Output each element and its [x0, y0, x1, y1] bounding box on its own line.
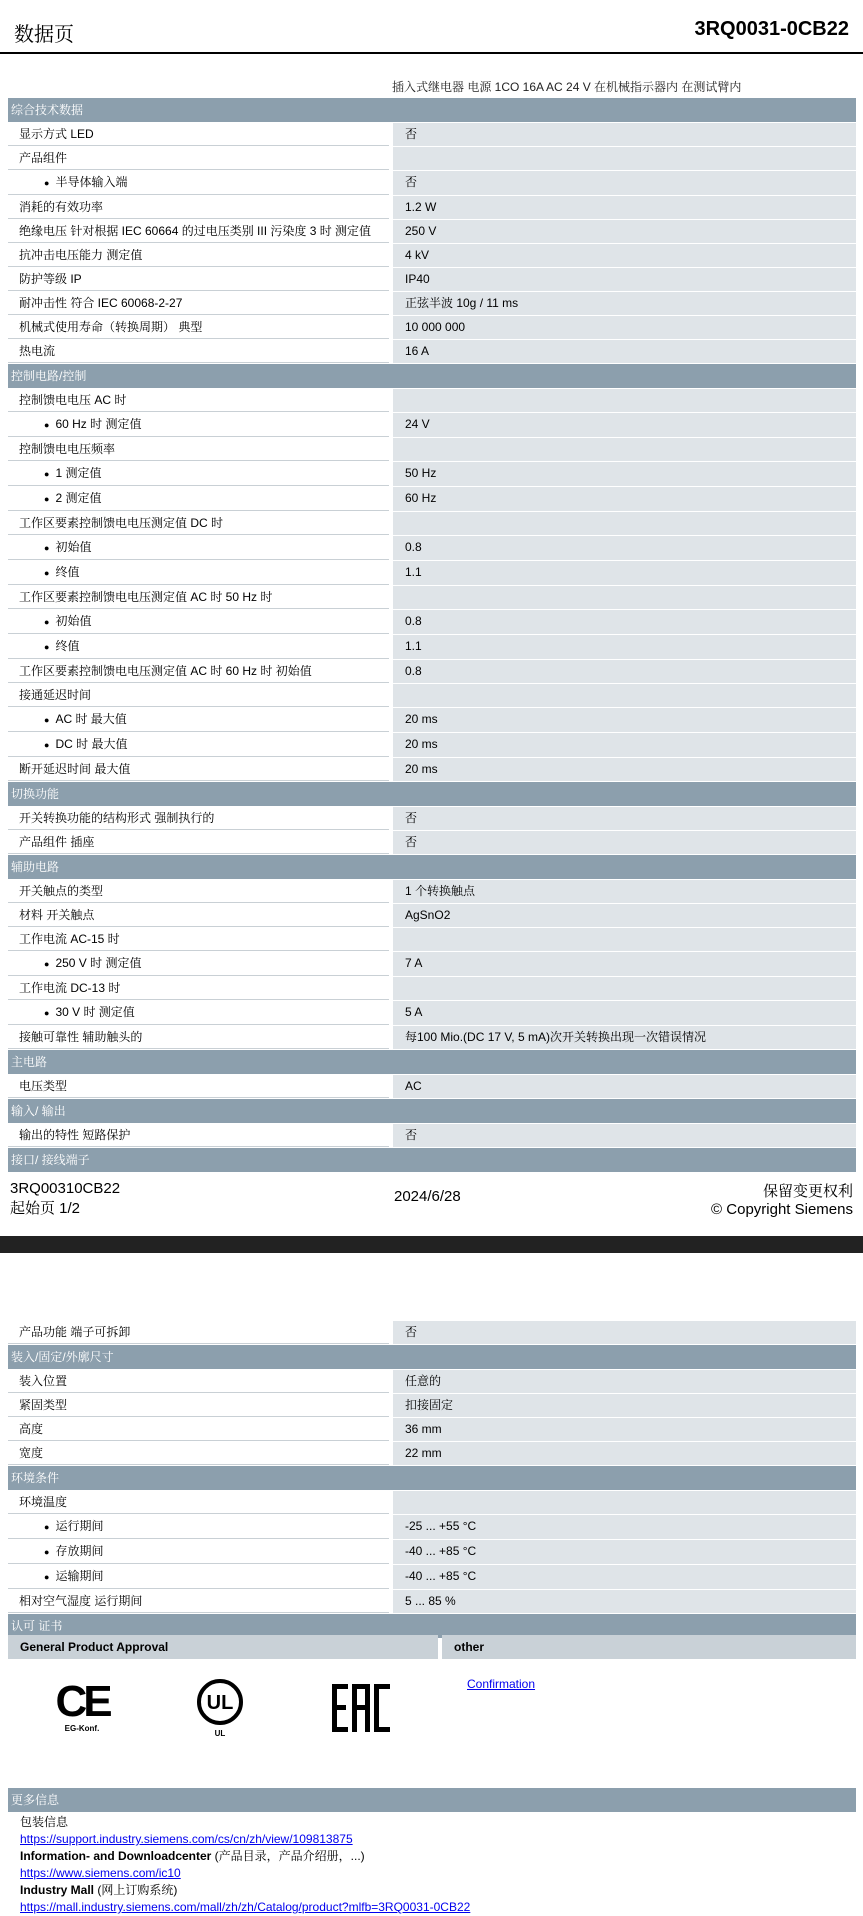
- spec-label-text: 电压类型: [19, 1079, 68, 1093]
- spec-row: [8, 1320, 856, 1344]
- ul-mark: [195, 1678, 245, 1738]
- spec-value: 扣接固定: [389, 1394, 856, 1417]
- spec-label: [8, 635, 389, 659]
- spec-row: [8, 339, 856, 363]
- spec-row: [8, 461, 856, 486]
- bullet-icon: ●: [44, 568, 50, 578]
- spec-value: 4 kV: [389, 244, 856, 267]
- spec-value: 36 mm: [389, 1418, 856, 1441]
- spec-label-text: 消耗的有效功率: [19, 200, 104, 214]
- eac-mark: [330, 1682, 392, 1739]
- packaging-info: 包装信息: [20, 1815, 69, 1829]
- footer-copyright: © Copyright Siemens: [711, 1201, 853, 1218]
- eac-icon: [330, 1682, 392, 1734]
- industry-mall-label: Industry Mall: [20, 1883, 95, 1897]
- spec-value: 7 A: [389, 952, 856, 976]
- spec-label: [8, 831, 389, 854]
- spec-label: [8, 1590, 389, 1613]
- ul-label: UL: [214, 1729, 226, 1738]
- approval-header-general: General Product Approval: [8, 1635, 438, 1659]
- spec-label-text: 工作电流 AC-15 时: [19, 932, 120, 946]
- section-header: 装入/固定/外廓尺寸: [8, 1345, 856, 1369]
- spec-label: [8, 1442, 389, 1465]
- bullet-icon: ●: [44, 715, 50, 725]
- spec-label: [8, 928, 389, 951]
- spec-value: [389, 512, 856, 535]
- spec-value: 250 V: [389, 220, 856, 243]
- spec-label: [8, 977, 389, 1000]
- section-header: 输入/ 输出: [8, 1099, 856, 1123]
- spec-value: 1 个转换触点: [389, 880, 856, 903]
- spec-value: IP40: [389, 268, 856, 291]
- spec-label-text: 30 V 时 测定值: [55, 1005, 135, 1019]
- footer-code: 3RQ00310CB22: [10, 1180, 121, 1197]
- industry-mall-note: (网上订购系统): [94, 1883, 178, 1897]
- ul-icon: [196, 1678, 244, 1726]
- bullet-icon: ●: [44, 1547, 50, 1557]
- spec-label: [8, 610, 389, 634]
- spec-label: [8, 196, 389, 219]
- spec-label: [8, 952, 389, 976]
- section-header: 接口/ 接线端子: [8, 1148, 856, 1172]
- more-info: [8, 1788, 856, 1916]
- spec-value: -40 ... +85 °C: [389, 1540, 856, 1564]
- spec-row: [8, 511, 856, 535]
- spec-label: [8, 147, 389, 170]
- spec-value: [389, 977, 856, 1000]
- section-header: 认可 证书: [8, 1614, 856, 1638]
- spec-row: [8, 535, 856, 560]
- bullet-icon: ●: [44, 420, 50, 430]
- section-header: 切换功能: [8, 782, 856, 806]
- spec-value: AC: [389, 1075, 856, 1098]
- spec-row: [8, 437, 856, 461]
- spec-value: 16 A: [389, 340, 856, 363]
- spec-row: [8, 146, 856, 170]
- spec-label: [8, 1418, 389, 1441]
- spec-row: [8, 170, 856, 195]
- spec-label-text: 断开延迟时间 最大值: [19, 762, 131, 776]
- spec-label-text: 宽度: [19, 1446, 44, 1460]
- spec-label: [8, 462, 389, 486]
- spec-value: -40 ... +85 °C: [389, 1565, 856, 1589]
- spec-label: [8, 413, 389, 437]
- spec-label-text: 防护等级 IP: [19, 272, 82, 286]
- spec-row: [8, 1074, 856, 1098]
- section-header: 控制电路/控制: [8, 364, 856, 388]
- spec-row: [8, 659, 856, 683]
- spec-label: [8, 1075, 389, 1098]
- spec-label: [8, 316, 389, 339]
- spec-row: [8, 1369, 856, 1393]
- spec-label: [8, 807, 389, 830]
- footer-page: 起始页 1/2: [10, 1200, 81, 1217]
- svg-text:UL: UL: [206, 1692, 234, 1714]
- packaging-link[interactable]: https://support.industry.siemens.com/cs/cn/zh/view/109813875: [20, 1832, 353, 1846]
- spec-row: [8, 634, 856, 659]
- spec-label-text: 初始值: [55, 540, 92, 554]
- spec-label-text: 材料 开关触点: [19, 908, 95, 922]
- bullet-icon: ●: [44, 740, 50, 750]
- spec-label-text: 60 Hz 时 测定值: [55, 417, 142, 431]
- spec-label-text: 半导体输入端: [55, 175, 128, 189]
- spec-value: AgSnO2: [389, 904, 856, 927]
- spec-label: [8, 171, 389, 195]
- bullet-icon: ●: [44, 178, 50, 188]
- industry-mall-link[interactable]: https://mall.industry.siemens.com/mall/zh/zh/Catalog/product?mlfb=3RQ0031-0CB22: [20, 1900, 471, 1914]
- spec-label: [8, 1370, 389, 1393]
- approval-table: [8, 1634, 856, 1659]
- spec-label-text: 显示方式 LED: [19, 127, 94, 141]
- spec-label-text: 开关触点的类型: [19, 884, 104, 898]
- spec-row: [8, 219, 856, 243]
- spec-row: [8, 315, 856, 339]
- spec-row: [8, 830, 856, 854]
- page-title: 数据页: [14, 24, 74, 46]
- spec-table-page1: [8, 97, 856, 1172]
- spec-label-text: 终值: [55, 565, 80, 579]
- spec-value: [389, 684, 856, 707]
- spec-label: [8, 292, 389, 315]
- page-separator: [0, 1236, 863, 1253]
- spec-value: 否: [389, 1321, 856, 1344]
- spec-row: [8, 195, 856, 219]
- spec-label-text: 输出的特性 短路保护: [19, 1128, 131, 1142]
- spec-label-text: 产品组件 插座: [19, 835, 95, 849]
- spec-value: 50 Hz: [389, 462, 856, 486]
- ce-mark: [52, 1677, 112, 1733]
- spec-value: 20 ms: [389, 733, 856, 757]
- spec-label: [8, 340, 389, 363]
- spec-label-text: 初始值: [55, 614, 92, 628]
- download-center-link[interactable]: https://www.siemens.com/ic10: [20, 1866, 181, 1880]
- spec-label-text: 环境温度: [19, 1495, 68, 1509]
- bullet-icon: ●: [44, 494, 50, 504]
- spec-label-text: 工作区要素控制馈电电压测定值 AC 时 60 Hz 时 初始值: [19, 664, 312, 678]
- section-header: 主电路: [8, 1050, 856, 1074]
- bullet-icon: ●: [44, 543, 50, 553]
- spec-value: 正弦半波 10g / 11 ms: [389, 292, 856, 315]
- spec-row: [8, 707, 856, 732]
- section-header: 环境条件: [8, 1466, 856, 1490]
- spec-value: 10 000 000: [389, 316, 856, 339]
- spec-row: [8, 903, 856, 927]
- spec-label-text: 装入位置: [19, 1374, 68, 1388]
- spec-row: [8, 1123, 856, 1147]
- spec-row: [8, 412, 856, 437]
- spec-value: 否: [389, 123, 856, 146]
- spec-label: [8, 586, 389, 609]
- spec-label: [8, 244, 389, 267]
- spec-row: [8, 560, 856, 585]
- spec-value: 1.1: [389, 635, 856, 659]
- spec-value: 60 Hz: [389, 487, 856, 511]
- spec-label-text: DC 时 最大值: [55, 737, 128, 751]
- page-header: [0, 0, 863, 54]
- spec-label: [8, 268, 389, 291]
- spec-label-text: 产品组件: [19, 151, 68, 165]
- spec-label-text: 热电流: [19, 344, 56, 358]
- spec-row: [8, 683, 856, 707]
- ce-label: EG-Konf.: [64, 1724, 100, 1733]
- bullet-icon: ●: [44, 469, 50, 479]
- spec-label-text: 终值: [55, 639, 80, 653]
- spec-value: 0.8: [389, 660, 856, 683]
- spec-row: [8, 609, 856, 634]
- spec-label: [8, 904, 389, 927]
- spec-label-text: 绝缘电压 针对根据 IEC 60664 的过电压类别 III 污染度 3 时 测定值: [19, 224, 372, 238]
- spec-label-text: 耐冲击性 符合 IEC 60068-2-27: [19, 296, 183, 310]
- spec-value: 22 mm: [389, 1442, 856, 1465]
- spec-label-text: 2 测定值: [55, 491, 102, 505]
- spec-label: [8, 487, 389, 511]
- footer-rights: 保留变更权利: [762, 1183, 853, 1200]
- spec-row: [8, 267, 856, 291]
- spec-row: [8, 486, 856, 511]
- spec-value: 20 ms: [389, 758, 856, 781]
- spec-row: [8, 243, 856, 267]
- spec-row: [8, 1539, 856, 1564]
- spec-row: [8, 757, 856, 781]
- spec-value: [389, 147, 856, 170]
- section-header: 更多信息: [8, 1788, 856, 1812]
- spec-label-text: AC 时 最大值: [55, 712, 127, 726]
- spec-label: [8, 389, 389, 412]
- spec-label-text: 运行期间: [55, 1519, 104, 1533]
- spec-row: [8, 122, 856, 146]
- spec-label-text: 控制馈电电压频率: [19, 442, 116, 456]
- spec-table-page2: [8, 1320, 856, 1638]
- spec-value: 24 V: [389, 413, 856, 437]
- spec-value: 任意的: [389, 1370, 856, 1393]
- bullet-icon: ●: [44, 642, 50, 652]
- spec-label-text: 250 V 时 测定值: [55, 956, 142, 970]
- spec-label: [8, 1540, 389, 1564]
- spec-label: [8, 123, 389, 146]
- spec-label-text: 1 测定值: [55, 466, 102, 480]
- spec-label: [8, 758, 389, 781]
- spec-label: [8, 684, 389, 707]
- spec-label-text: 产品功能 端子可拆卸: [19, 1325, 131, 1339]
- spec-label-text: 工作区要素控制馈电电压测定值 DC 时: [19, 516, 224, 530]
- spec-label-text: 运输期间: [55, 1569, 104, 1583]
- product-code: 3RQ0031-0CB22: [694, 18, 849, 40]
- spec-row: [8, 291, 856, 315]
- spec-label: [8, 708, 389, 732]
- spec-label: [8, 1394, 389, 1417]
- spec-label-text: 工作电流 DC-13 时: [19, 981, 121, 995]
- page-footer: [0, 1180, 863, 1240]
- spec-row: [8, 1490, 856, 1514]
- spec-row: [8, 732, 856, 757]
- spec-row: [8, 1589, 856, 1613]
- spec-label-text: 接触可靠性 辅助触头的: [19, 1030, 143, 1044]
- spec-row: [8, 951, 856, 976]
- spec-row: [8, 388, 856, 412]
- spec-label: [8, 1491, 389, 1514]
- spec-row: [8, 806, 856, 830]
- spec-row: [8, 1393, 856, 1417]
- spec-label: [8, 1321, 389, 1344]
- spec-row: [8, 1025, 856, 1049]
- spec-label-text: 工作区要素控制馈电电压测定值 AC 时 50 Hz 时: [19, 590, 273, 604]
- spec-value: 20 ms: [389, 708, 856, 732]
- download-center-note: (产品目录，产品介绍册，...): [211, 1849, 365, 1863]
- bullet-icon: ●: [44, 617, 50, 627]
- spec-row: [8, 927, 856, 951]
- spec-label: [8, 1124, 389, 1147]
- spec-label: [8, 1565, 389, 1589]
- spec-label-text: 接通延迟时间: [19, 688, 92, 702]
- spec-value: 5 A: [389, 1001, 856, 1025]
- product-description: 插入式继电器 电源 1CO 16A AC 24 V 在机械指示器内 在测试臂内: [392, 80, 742, 94]
- spec-value: [389, 586, 856, 609]
- spec-label: [8, 880, 389, 903]
- spec-label-text: 开关转换功能的结构形式 强制执行的: [19, 811, 215, 825]
- confirmation-link[interactable]: Confirmation: [467, 1677, 536, 1691]
- spec-label: [8, 561, 389, 585]
- spec-value: 1.1: [389, 561, 856, 585]
- spec-label: [8, 1515, 389, 1539]
- bullet-icon: ●: [44, 1522, 50, 1532]
- spec-label-text: 相对空气湿度 运行期间: [19, 1594, 143, 1608]
- spec-row: [8, 1564, 856, 1589]
- spec-row: [8, 1000, 856, 1025]
- spec-row: [8, 585, 856, 609]
- spec-label-text: 控制馈电电压 AC 时: [19, 393, 127, 407]
- spec-value: 5 ... 85 %: [389, 1590, 856, 1613]
- spec-label-text: 抗冲击电压能力 测定值: [19, 248, 143, 262]
- spec-value: -25 ... +55 °C: [389, 1515, 856, 1539]
- spec-value: [389, 1491, 856, 1514]
- spec-label: [8, 536, 389, 560]
- spec-value: 否: [389, 807, 856, 830]
- spec-value: 否: [389, 171, 856, 195]
- spec-value: 0.8: [389, 610, 856, 634]
- spec-label-text: 机械式使用寿命（转换周期） 典型: [19, 320, 203, 334]
- footer-date: 2024/6/28: [394, 1188, 461, 1205]
- spec-value: 否: [389, 831, 856, 854]
- bullet-icon: ●: [44, 959, 50, 969]
- spec-label: [8, 733, 389, 757]
- spec-value: 0.8: [389, 536, 856, 560]
- spec-row: [8, 976, 856, 1000]
- spec-row: [8, 1514, 856, 1539]
- spec-row: [8, 879, 856, 903]
- spec-label: [8, 220, 389, 243]
- section-header: 综合技术数据: [8, 98, 856, 122]
- section-header: 辅助电路: [8, 855, 856, 879]
- spec-value: 1.2 W: [389, 196, 856, 219]
- download-center-label: Information- and Downloadcenter: [20, 1849, 212, 1863]
- spec-value: [389, 389, 856, 412]
- spec-label-text: 高度: [19, 1422, 44, 1436]
- spec-label: [8, 660, 389, 683]
- spec-label-text: 存放期间: [55, 1544, 104, 1558]
- spec-label: [8, 1026, 389, 1049]
- spec-label-text: 紧固类型: [19, 1398, 68, 1412]
- spec-row: [8, 1441, 856, 1465]
- spec-value: 每100 Mio.(DC 17 V, 5 mA)次开关转换出现一次错误情况: [389, 1026, 856, 1049]
- spec-label: [8, 438, 389, 461]
- bullet-icon: ●: [44, 1008, 50, 1018]
- ce-icon: CE: [55, 1677, 109, 1726]
- approval-header-other: other: [442, 1635, 856, 1659]
- spec-value: [389, 928, 856, 951]
- spec-value: 否: [389, 1124, 856, 1147]
- bullet-icon: ●: [44, 1572, 50, 1582]
- spec-row: [8, 1417, 856, 1441]
- spec-label: [8, 1001, 389, 1025]
- spec-value: [389, 438, 856, 461]
- spec-label: [8, 512, 389, 535]
